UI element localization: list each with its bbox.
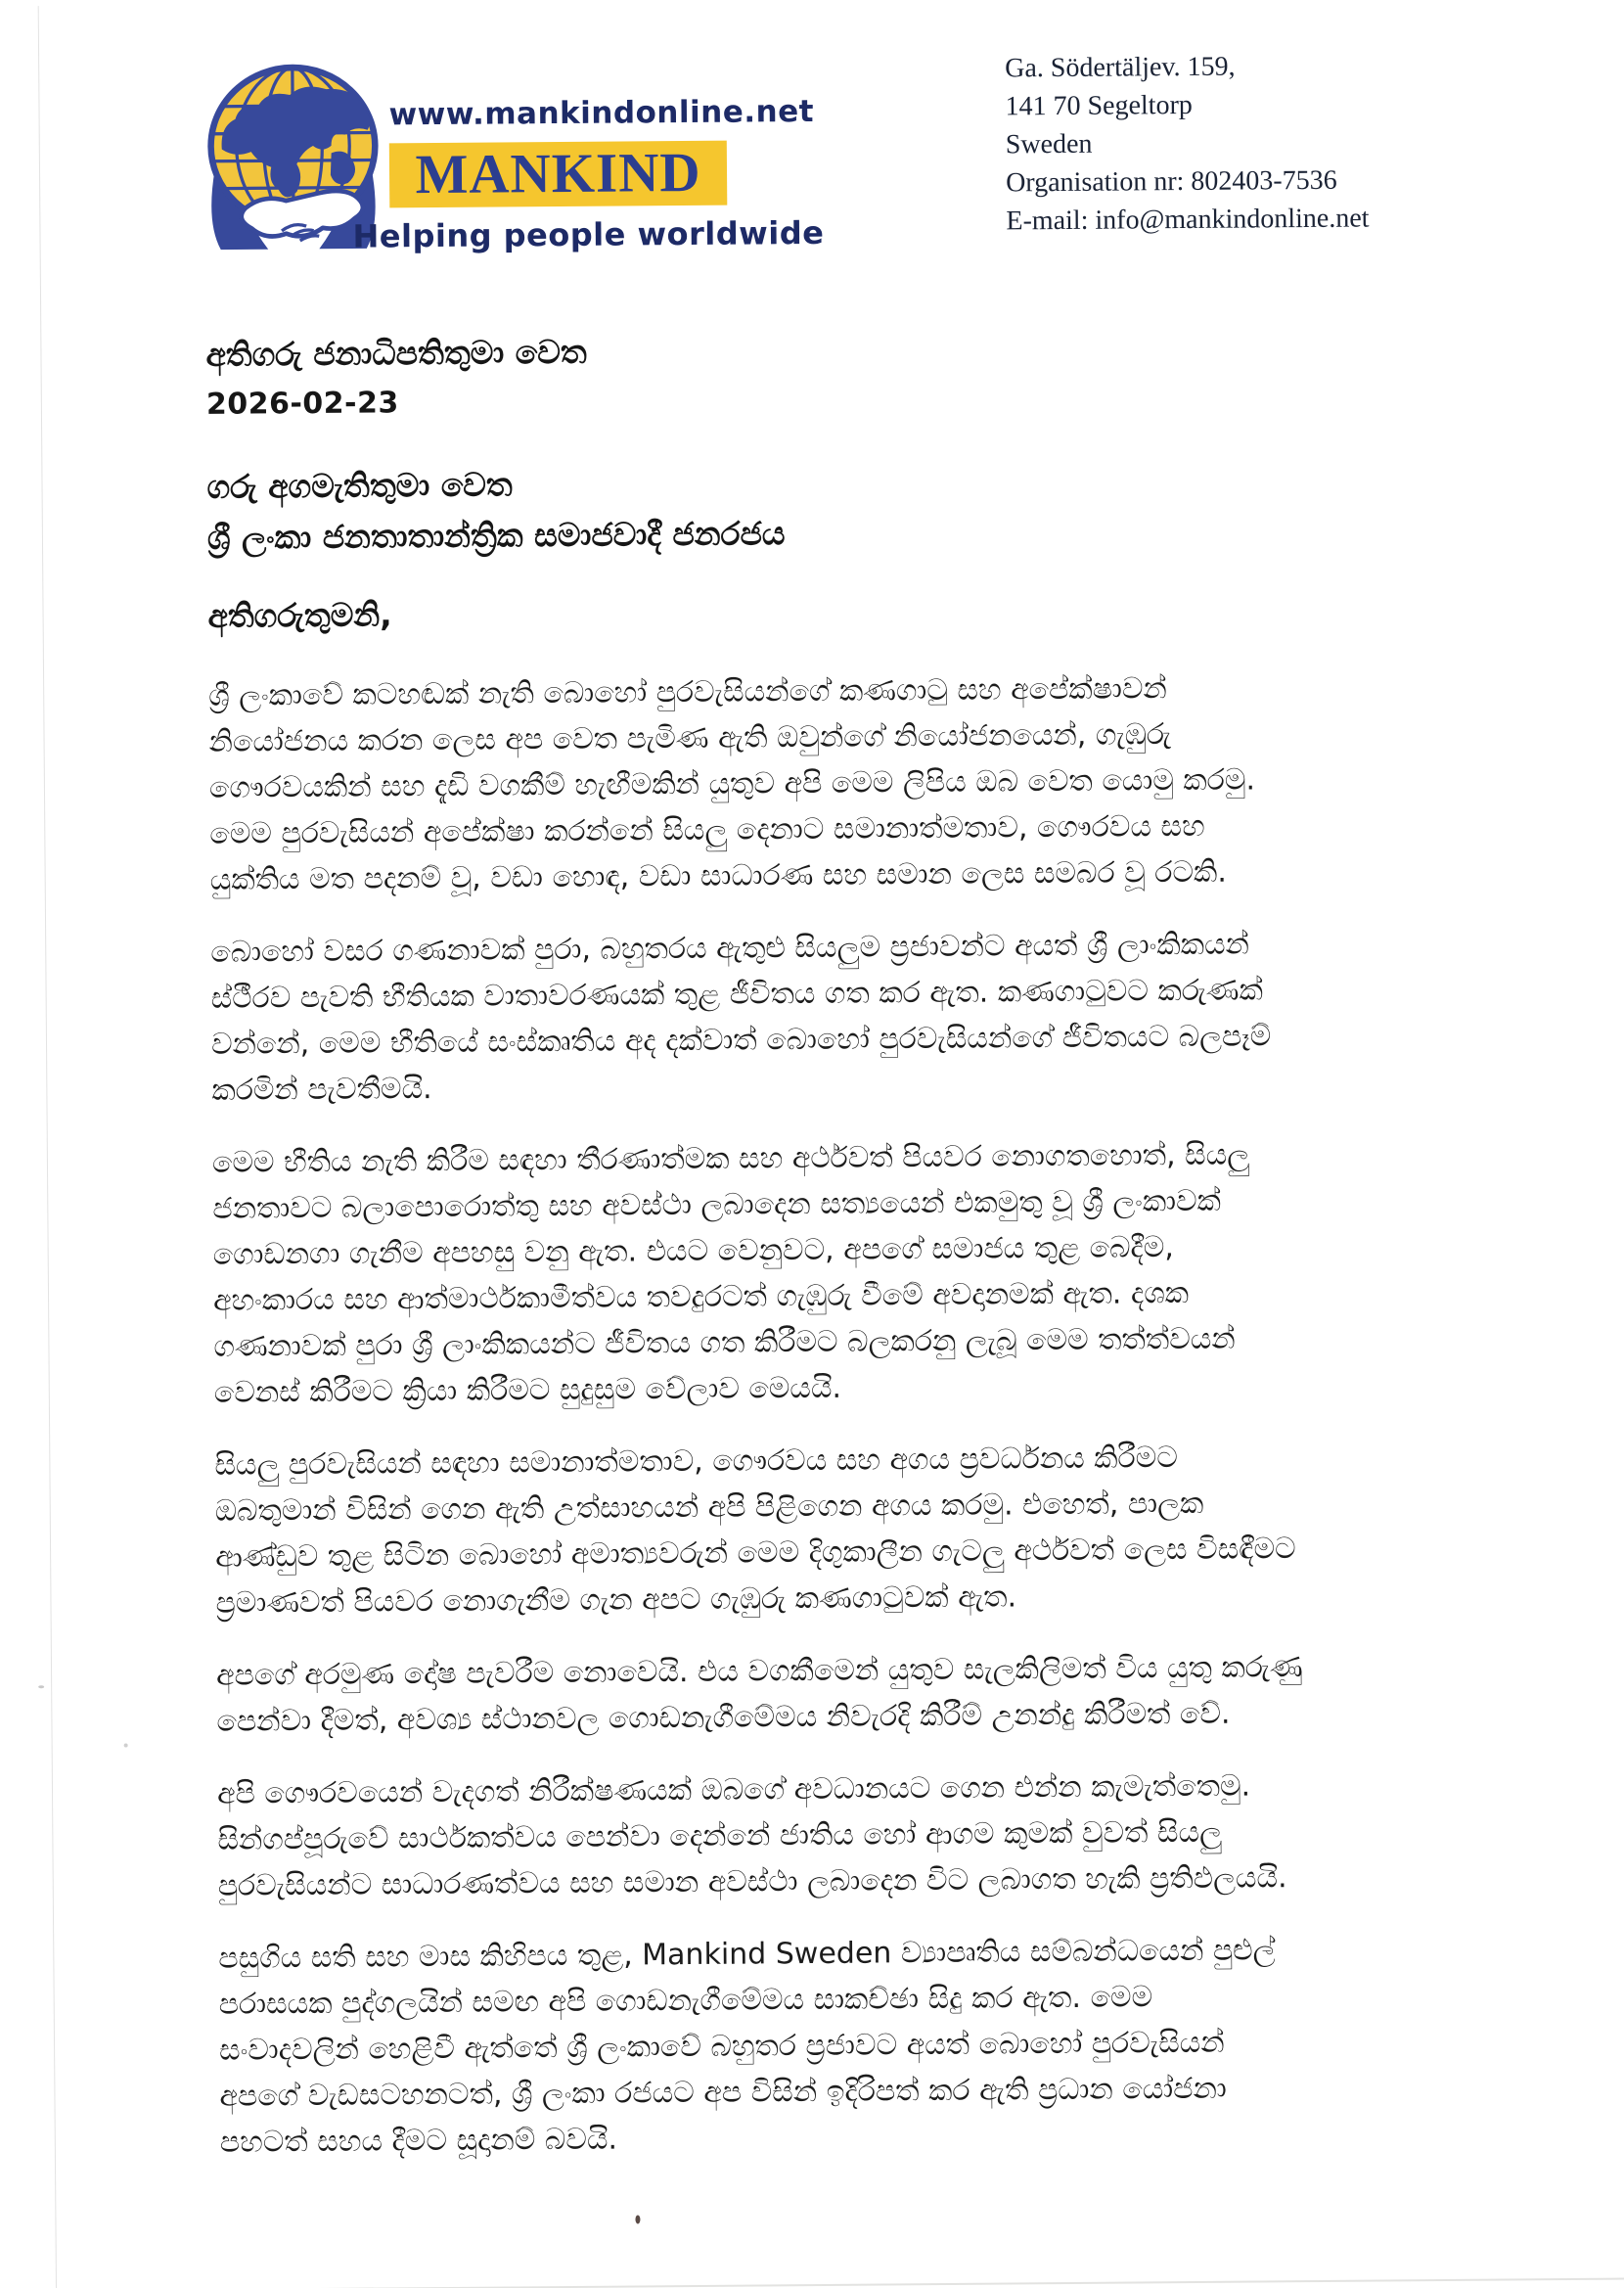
text-line: නියෝජනය කරන ලෙස අප වෙත පැමිණ ඇති ඔවුන්ගේ නියෝජනයෙන්, ගැඹුරු [208,717,1172,759]
text-line: ශ්‍රී ලංකාවේ කටහඬක් නැති බොහෝ පුරවැසියන්ගේ කණගාටු සහ අපේක්ෂාවන් [208,671,1167,713]
text-line: E-mail: info@mankindonline.net [1006,203,1370,237]
paragraph-1 [208,664,1492,903]
text-line: ආණ්ඩුව තුළ සිටින බොහෝ අමාත්‍යවරුන් මෙම දිගුකාලීන ගැටලු අර්ථවත් ලෙස විසඳීමට [214,1532,1296,1575]
recipient-pm-line: ගරු අගමැතිතුමා වෙත [206,465,513,506]
text-line: පසුගිය සති සහ මාස කිහිපය තුළ, Mankind Sweden ව්‍යාපෘතිය සම්බන්ධයෙන් පුළුල් [218,1933,1276,1976]
salutation: අතිගරුතුමනි, [207,595,392,635]
text-line: අපගේ අරමුණ දෝෂ පැවරීම නොවෙයි. එය වගකීමෙන් යුතුව සැලකිලිමත් විය යුතු කරුණු [215,1650,1303,1693]
text-line: අපගේ වැඩසටහනටත්, ශ්‍රී ලංකා රජයට අප විසින් ඉදිරිපත් කර ඇති ප්‍රධාන යෝජනා [219,2071,1227,2114]
scan-speck [635,2215,640,2223]
text-line: Sweden [1005,128,1093,160]
letter-body [205,326,1502,2192]
text-line: වන්නේ, මෙම භීතියේ සංස්කෘතිය අද දක්වාත් බොහෝ පුරවැසියන්ගේ ජීවිතයට බලපෑම් [210,1019,1272,1062]
text-line: ගණනාවක් පුරා ශ්‍රී ලාංකිකයන්ට ජීවිතය ගත කිරීමට බලකරනු ලැබූ මෙම තත්ත්වයන් [213,1321,1236,1364]
paragraph-2 [210,920,1493,1114]
scan-speck [124,1744,128,1748]
text-line: පෙන්වා දීමත්, අවශ්‍ය ස්ථානවල ගොඩනැගීමේමය නිවැරදි කිරීම් උනන්දු කිරීමත් වේ. [216,1696,1231,1739]
text-line: වෙනස් කිරීමට ක්‍රියා කිරීමට සුදුසුම වේලාව මෙයයි. [213,1370,842,1410]
paragraph-3 [212,1130,1496,1416]
text-line: 141 70 Segeltorp [1005,89,1193,122]
recipient-president-line: අතිගරු ජනාධිපතිතුමා වෙත [205,332,587,374]
text-line: Ga. Södertäljev. 159, [1005,51,1236,84]
org-address-block [1005,47,1370,241]
text-line: පුරවැසියන්ට සාධාරණත්වය සහ සමාන අවස්ථා ලබාදෙන විට ලබාගත හැකි ප්‍රතිඵලයයි. [217,1860,1287,1903]
recipient-country-line: ශ්‍රී ලංකා ජනතාතාන්ත්‍රික සමාජවාදී ජනරජය [206,514,786,557]
text-line: යුක්තිය මත පදනම් වූ, වඩා හොඳ, වඩා සාධාරණ සහ සමාන ලෙස සමබර වූ රටකි. [209,854,1227,897]
text-line: අහංකාරය සහ ආත්මාර්ථකාමීත්වය තවදුරටත් ගැඹුරු වීමේ අවදානමක් ඇත. දශක [212,1275,1190,1318]
logo-tagline: Helping people worldwide [352,213,825,255]
text-line: සංවාදවලින් හෙළිවී ඇත්තේ ශ්‍රී ලංකාවේ බහුතර ප්‍රජාවට අයත් බොහෝ පුරවැසියන් [218,2025,1225,2068]
text-line: ජනතාවට බලාපොරොත්තු සහ අවස්ථා ලබාදෙන සත්‍යයෙන් එකමුතු වූ ශ්‍රී ලංකාවක් [212,1183,1222,1226]
text-line: ස්ථීරව පැවති භීතියක වාතාවරණයක් තුළ ජීවිතය ගත කර ඇත. කණගාටුවට කරුණක් [210,973,1264,1016]
text-line: පහටත් සහය දීමට සූදානම් බවයි. [219,2122,618,2160]
logo-wordmark: MANKIND [389,141,728,208]
text-line: සින්ගප්පූරුවේ සාර්ථකත්වය පෙන්වා දෙන්නේ ජාතිය හෝ ආගම කුමක් වුවත් සියලු [217,1814,1223,1857]
scan-line-artifact [38,6,57,2288]
text-line: පරාසයක පුද්ගලයින් සමඟ අපි ගොඩනැගීමේමය සාකච්ඡා සිදු කර ඇත. මෙම [218,1980,1153,2022]
text-line: මෙම පුරවැසියන් අපේක්ෂා කරන්නේ සියලු දෙනාට සමානාත්මතාව, ගෞරවය සහ [209,808,1205,851]
paragraph-4 [214,1433,1497,1626]
text-line: ගෞරවයකින් සහ දැඩි වගකීම් හැඟීමකින් යුතුව අපි මෙම ලිපිය ඔබ වෙත යොමු කරමු. [208,762,1256,805]
text-line: ඔබතුමාන් විසින් ගෙන ඇති උත්සාහයන් අපි පිළිගෙන අගය කරමු. එහෙත්, පාලක [214,1486,1204,1529]
text-line: බොහෝ වසර ගණනාවක් පුරා, බහුතරය ඇතුළු සියලුම ප්‍රජාවන්ට අයත් ශ්‍රී ලාංකිකයන් [210,927,1250,970]
paragraph-7 [218,1926,1502,2166]
text-line: ගොඩනගා ගැනීම අපහසු වනු ඇත. එයට වෙනුවට, අපගේ සමාජය තුළ බෙදීම, [212,1230,1175,1272]
text-line: කරමින් පැවතීමයි. [211,1072,432,1108]
paragraph-5 [216,1643,1499,1745]
scan-edge-artifact [11,2277,1624,2288]
paragraph-6 [217,1762,1500,1909]
text-line: සියලු පුරවැසියන් සඳහා සමානාත්මතාව, ගෞරවය සහ අගය ප්‍රවර්ධනය කිරීමට [214,1441,1178,1483]
text-line: මෙම භීතිය නැති කිරීම සඳහා තීරණාත්මක සහ අර්ථවත් පියවර නොගතහොත්, සියලු [211,1137,1250,1180]
text-line: අපි ගෞරවයෙන් වැදගත් නිරීක්ෂණයක් ඔබගේ අවධානයට ගෙන එන්න කැමැත්තෙමු. [216,1768,1251,1811]
letter-date: 2026-02-23 [205,386,399,422]
text-line: Organisation nr: 802403-7536 [1006,164,1337,199]
logo-website: www.mankindonline.net [388,93,815,133]
scan-speck [38,1685,44,1688]
text-line: ප්‍රමාණවත් පියවර නොගැනීම ගැන අපට ගැඹුරු කණගාටුවක් ඇත. [215,1579,1017,1621]
